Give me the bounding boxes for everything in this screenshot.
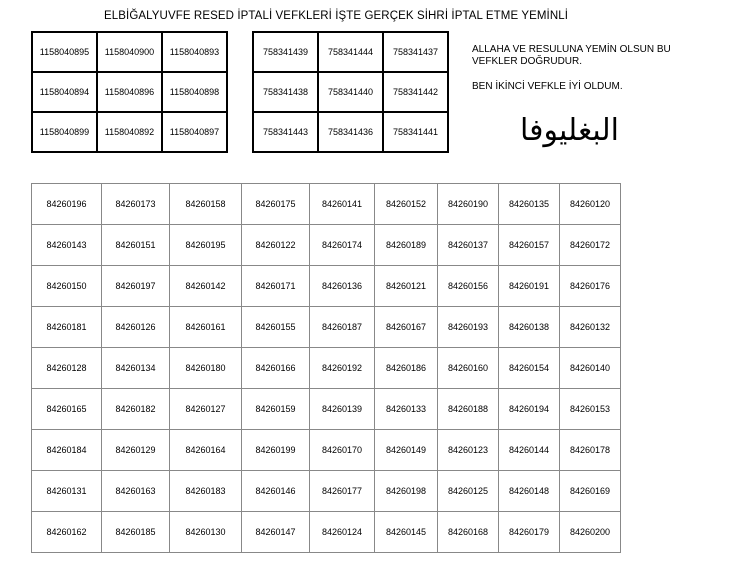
table-cell: 1158040900: [97, 32, 162, 72]
oath-note: ALLAHA VE RESULUNA YEMİN OLSUN BU VEFKLER DOĞRUDUR.: [472, 44, 671, 67]
table-cell: 84260200: [560, 512, 621, 553]
table-cell: 84260136: [310, 266, 375, 307]
table-cell: 758341441: [383, 112, 448, 152]
table-cell: 84260135: [499, 184, 560, 225]
table-cell: 84260175: [242, 184, 310, 225]
table-row: [32, 389, 621, 430]
table-row: [32, 32, 227, 72]
table-cell: 84260158: [170, 184, 242, 225]
table-cell: 84260157: [499, 225, 560, 266]
table-cell: 1158040896: [97, 72, 162, 112]
table-cell: 84260145: [375, 512, 438, 553]
table-cell: 84260121: [375, 266, 438, 307]
table-cell: 1158040892: [97, 112, 162, 152]
table-cell: 84260141: [310, 184, 375, 225]
table-cell: 84260162: [32, 512, 102, 553]
table-cell: 84260199: [242, 430, 310, 471]
table-row: [32, 112, 227, 152]
vefk-grid-1: [31, 31, 228, 153]
table-cell: 84260191: [499, 266, 560, 307]
table-cell: 84260196: [32, 184, 102, 225]
table-cell: 84260173: [102, 184, 170, 225]
table-cell: 84260188: [438, 389, 499, 430]
table-cell: 84260159: [242, 389, 310, 430]
table-cell: 84260123: [438, 430, 499, 471]
table-cell: 84260132: [560, 307, 621, 348]
table-cell: 84260195: [170, 225, 242, 266]
table-cell: 84260130: [170, 512, 242, 553]
table-cell: 84260182: [102, 389, 170, 430]
table-cell: 1158040893: [162, 32, 227, 72]
table-cell: 84260184: [32, 430, 102, 471]
table-row: [253, 32, 448, 72]
table-row: [32, 225, 621, 266]
table-cell: 84260153: [560, 389, 621, 430]
table-cell: 84260194: [499, 389, 560, 430]
table-cell: 758341443: [253, 112, 318, 152]
table-row: [32, 184, 621, 225]
table-cell: 1158040898: [162, 72, 227, 112]
main-vefk-grid: [31, 183, 621, 553]
table-cell: 84260189: [375, 225, 438, 266]
table-cell: 84260171: [242, 266, 310, 307]
table-cell: 84260120: [560, 184, 621, 225]
table-row: [32, 307, 621, 348]
table-row: [32, 512, 621, 553]
table-cell: 84260177: [310, 471, 375, 512]
table-cell: 84260198: [375, 471, 438, 512]
arabic-name: البغليوفا: [520, 113, 619, 148]
table-cell: 84260137: [438, 225, 499, 266]
vefk-grid-2: [252, 31, 449, 153]
table-cell: 84260143: [32, 225, 102, 266]
table-cell: 84260124: [310, 512, 375, 553]
table-cell: 84260125: [438, 471, 499, 512]
table-cell: 84260150: [32, 266, 102, 307]
table-cell: 84260172: [560, 225, 621, 266]
table-cell: 84260186: [375, 348, 438, 389]
table-cell: 84260169: [560, 471, 621, 512]
table-cell: 84260166: [242, 348, 310, 389]
table-cell: 758341442: [383, 72, 448, 112]
table-cell: 84260185: [102, 512, 170, 553]
table-cell: 84260163: [102, 471, 170, 512]
table-cell: 84260168: [438, 512, 499, 553]
table-cell: 758341436: [318, 112, 383, 152]
table-cell: 1158040895: [32, 32, 97, 72]
table-row: [32, 72, 227, 112]
table-cell: 84260122: [242, 225, 310, 266]
table-row: [32, 430, 621, 471]
table-cell: 84260155: [242, 307, 310, 348]
table-cell: 84260179: [499, 512, 560, 553]
table-cell: 84260144: [499, 430, 560, 471]
table-cell: 84260138: [499, 307, 560, 348]
table-row: [32, 471, 621, 512]
table-cell: 758341438: [253, 72, 318, 112]
table-cell: 84260131: [32, 471, 102, 512]
table-cell: 84260165: [32, 389, 102, 430]
table-cell: 84260152: [375, 184, 438, 225]
table-cell: 84260192: [310, 348, 375, 389]
table-cell: 84260183: [170, 471, 242, 512]
table-cell: 84260139: [310, 389, 375, 430]
table-cell: 84260180: [170, 348, 242, 389]
table-cell: 84260167: [375, 307, 438, 348]
page-title: ELBİĞALYUVFE RESED İPTALİ VEFKLERİ İŞTE GERÇEK SİHRİ İPTAL ETME YEMİNLİ: [104, 10, 569, 22]
table-cell: 1158040899: [32, 112, 97, 152]
table-cell: 84260133: [375, 389, 438, 430]
table-cell: 84260174: [310, 225, 375, 266]
table-cell: 84260187: [310, 307, 375, 348]
table-row: [32, 348, 621, 389]
table-row: [253, 112, 448, 152]
table-cell: 758341440: [318, 72, 383, 112]
table-cell: 758341444: [318, 32, 383, 72]
table-cell: 84260146: [242, 471, 310, 512]
table-cell: 84260128: [32, 348, 102, 389]
table-cell: 758341439: [253, 32, 318, 72]
table-cell: 84260126: [102, 307, 170, 348]
table-cell: 84260151: [102, 225, 170, 266]
table-cell: 84260147: [242, 512, 310, 553]
table-cell: 84260127: [170, 389, 242, 430]
table-cell: 84260149: [375, 430, 438, 471]
table-cell: 84260134: [102, 348, 170, 389]
table-cell: 84260148: [499, 471, 560, 512]
table-cell: 84260161: [170, 307, 242, 348]
table-cell: 84260197: [102, 266, 170, 307]
table-cell: 84260154: [499, 348, 560, 389]
table-cell: 758341437: [383, 32, 448, 72]
table-cell: 84260170: [310, 430, 375, 471]
table-cell: 1158040894: [32, 72, 97, 112]
result-note: BEN İKİNCİ VEFKLE İYİ OLDUM.: [472, 81, 623, 92]
table-cell: 1158040897: [162, 112, 227, 152]
table-cell: 84260178: [560, 430, 621, 471]
table-cell: 84260193: [438, 307, 499, 348]
table-cell: 84260176: [560, 266, 621, 307]
table-cell: 84260140: [560, 348, 621, 389]
table-cell: 84260160: [438, 348, 499, 389]
table-cell: 84260142: [170, 266, 242, 307]
table-cell: 84260190: [438, 184, 499, 225]
table-cell: 84260156: [438, 266, 499, 307]
table-cell: 84260164: [170, 430, 242, 471]
table-row: [253, 72, 448, 112]
table-cell: 84260181: [32, 307, 102, 348]
table-cell: 84260129: [102, 430, 170, 471]
table-row: [32, 266, 621, 307]
